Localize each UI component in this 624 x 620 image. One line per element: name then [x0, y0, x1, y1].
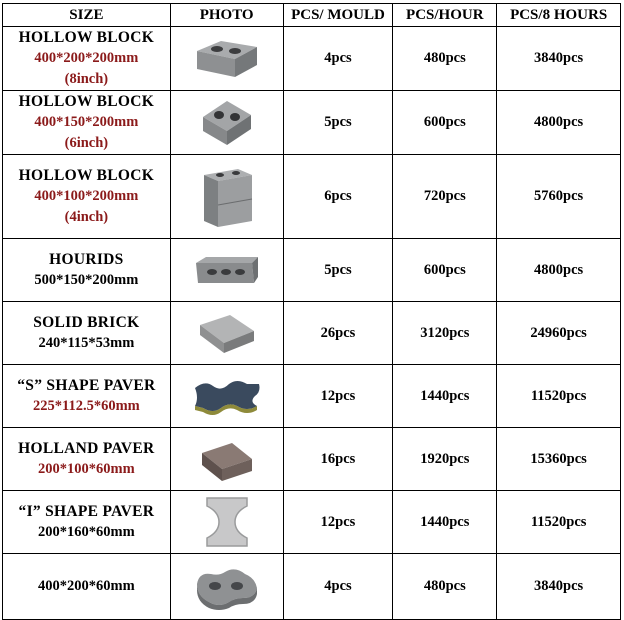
- table-row: [3, 491, 621, 554]
- table-row: [3, 239, 621, 302]
- tall-hollow-block-icon: [196, 165, 258, 229]
- block-spec-table: [2, 3, 621, 620]
- photo-cell: [170, 239, 283, 302]
- product-title: HOLLOW BLOCK: [18, 167, 155, 184]
- table-row: [3, 91, 621, 155]
- table-row: [3, 155, 621, 239]
- product-dimensions: 225*112.5*60mm: [33, 398, 140, 414]
- photo-cell: [170, 91, 283, 155]
- pcs-8-hours-cell: 24960pcs: [497, 302, 621, 365]
- size-cell: [3, 428, 171, 491]
- pcs-mould-cell: 6pcs: [283, 155, 393, 239]
- pcs-mould-cell: 26pcs: [283, 302, 393, 365]
- solid-brick-icon: [196, 311, 258, 355]
- table-row: [3, 302, 621, 365]
- product-note: (4inch): [64, 209, 109, 225]
- size-cell: [3, 155, 171, 239]
- size-cell: [3, 365, 171, 428]
- table-row: [3, 428, 621, 491]
- pcs-8-hours-cell: 15360pcs: [497, 428, 621, 491]
- photo-cell: [170, 155, 283, 239]
- pcs-hour-cell: 1440pcs: [393, 491, 497, 554]
- product-dimensions: 400*200*200mm: [34, 50, 139, 66]
- product-title: HOLLAND PAVER: [18, 440, 155, 457]
- product-title: HOLLOW BLOCK: [18, 29, 155, 46]
- hourdis-block-icon: [192, 253, 262, 287]
- pcs-8-hours-cell: 11520pcs: [497, 491, 621, 554]
- photo-cell: [170, 554, 283, 620]
- pcs-hour-cell: 720pcs: [393, 155, 497, 239]
- header-size: SIZE: [3, 4, 171, 27]
- table-row: [3, 554, 621, 620]
- pcs-8-hours-cell: 11520pcs: [497, 365, 621, 428]
- product-dimensions: 400*200*60mm: [38, 578, 135, 594]
- product-dimensions: 200*160*60mm: [38, 524, 135, 540]
- pcs-mould-cell: 4pcs: [283, 27, 393, 91]
- size-cell: [3, 27, 171, 91]
- pcs-mould-cell: 5pcs: [283, 239, 393, 302]
- i-paver-icon: [201, 494, 253, 550]
- size-cell: [3, 239, 171, 302]
- product-title: HOURIDS: [49, 251, 124, 268]
- pcs-8-hours-cell: 3840pcs: [497, 27, 621, 91]
- pcs-8-hours-cell: 5760pcs: [497, 155, 621, 239]
- pcs-hour-cell: 600pcs: [393, 91, 497, 155]
- pcs-mould-cell: 12pcs: [283, 365, 393, 428]
- product-dimensions: 240*115*53mm: [38, 335, 135, 351]
- product-title: “I” SHAPE PAVER: [18, 503, 155, 520]
- pcs-hour-cell: 1440pcs: [393, 365, 497, 428]
- pcs-8-hours-cell: 3840pcs: [497, 554, 621, 620]
- header-pcs-8-hours: PCS/8 HOURS: [497, 4, 621, 27]
- pcs-hour-cell: 480pcs: [393, 554, 497, 620]
- photo-cell: [170, 302, 283, 365]
- product-note: (6inch): [64, 135, 109, 151]
- pcs-8-hours-cell: 4800pcs: [497, 239, 621, 302]
- holland-paver-icon: [198, 435, 256, 483]
- pcs-hour-cell: 1920pcs: [393, 428, 497, 491]
- header-pcs-hour: PCS/HOUR: [393, 4, 497, 27]
- product-note: (8inch): [64, 71, 109, 87]
- size-cell: [3, 302, 171, 365]
- pcs-hour-cell: 480pcs: [393, 27, 497, 91]
- product-dimensions: 400*100*200mm: [34, 188, 139, 204]
- product-title: HOLLOW BLOCK: [18, 93, 155, 110]
- product-dimensions: 400*150*200mm: [34, 114, 139, 130]
- photo-cell: [170, 27, 283, 91]
- size-cell: [3, 491, 171, 554]
- size-cell: [3, 554, 171, 620]
- product-title: “S” SHAPE PAVER: [17, 377, 156, 394]
- interlock-paver-icon: [191, 564, 263, 610]
- pcs-8-hours-cell: 4800pcs: [497, 91, 621, 155]
- pcs-hour-cell: 600pcs: [393, 239, 497, 302]
- pcs-mould-cell: 5pcs: [283, 91, 393, 155]
- pcs-mould-cell: 12pcs: [283, 491, 393, 554]
- pcs-mould-cell: 4pcs: [283, 554, 393, 620]
- header-pcs-mould: PCS/ MOULD: [283, 4, 393, 27]
- photo-cell: [170, 365, 283, 428]
- header-photo: PHOTO: [170, 4, 283, 27]
- size-cell: [3, 91, 171, 155]
- header-row: [3, 4, 621, 27]
- product-title: SOLID BRICK: [33, 314, 140, 331]
- pcs-hour-cell: 3120pcs: [393, 302, 497, 365]
- pcs-mould-cell: 16pcs: [283, 428, 393, 491]
- hollow-block-angled-icon: [197, 97, 257, 149]
- product-dimensions: 200*100*60mm: [38, 461, 135, 477]
- product-dimensions: 500*150*200mm: [34, 272, 139, 288]
- photo-cell: [170, 428, 283, 491]
- hollow-block-icon: [191, 37, 263, 81]
- table-row: [3, 365, 621, 428]
- photo-cell: [170, 491, 283, 554]
- s-paver-icon: [191, 376, 263, 416]
- table-row: [3, 27, 621, 91]
